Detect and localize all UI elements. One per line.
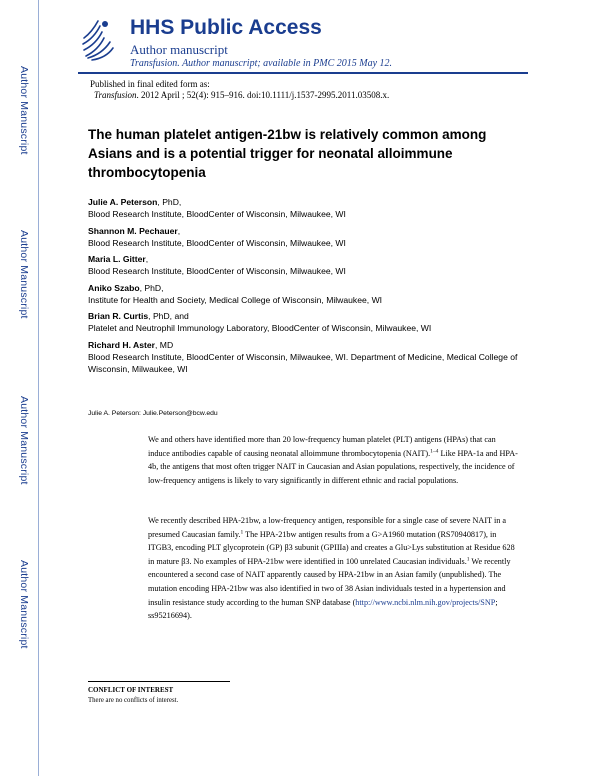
author-entry xyxy=(88,310,528,335)
author-name: Maria L. Gitter xyxy=(88,254,146,264)
author-entry xyxy=(88,253,528,278)
author-entry xyxy=(88,282,528,307)
author-entry xyxy=(88,339,528,376)
author-entry xyxy=(88,196,528,221)
para2-text-d: ; ss95216694). xyxy=(148,597,498,621)
author-degree: , PhD, and xyxy=(148,311,189,321)
author-degree: , PhD, xyxy=(157,197,182,207)
author-name: Shannon M. Pechauer xyxy=(88,225,178,236)
author-affiliation: Blood Research Institute, BloodCenter of Wisconsin, Milwaukee, WI xyxy=(88,209,346,219)
author-degree: , xyxy=(145,254,149,264)
author-affiliation: Institute for Health and Society, Medical College of Wisconsin, Milwaukee, WI xyxy=(88,294,383,305)
hhs-public-access-title: HHS Public Access xyxy=(130,16,322,39)
author-affiliation: Blood Research Institute, BloodCenter of Wisconsin, Milwaukee, WI xyxy=(88,237,346,248)
para2-text-a: We recently described HPA-21bw, a low-frequency antigen, responsible for a single case of severe NAIT in a presumed Caucasian family. xyxy=(148,516,507,539)
published-citation xyxy=(94,90,389,100)
footnote-divider xyxy=(88,681,230,682)
side-label-author-manuscript: Author Manuscript xyxy=(18,230,30,319)
citation-ref: 1–4 xyxy=(430,447,439,454)
citation-ref: 1 xyxy=(466,556,470,563)
author-list xyxy=(88,196,528,380)
author-degree: , PhD, xyxy=(139,282,164,293)
author-name: Aniko Szabo xyxy=(88,282,140,293)
author-affiliation: Platelet and Neutrophil Immunology Laboratory, BloodCenter of Wisconsin, Milwaukee, WI xyxy=(88,323,432,333)
side-divider xyxy=(38,0,39,776)
author-degree: , xyxy=(177,225,181,236)
snp-database-link[interactable]: http://www.ncbi.nlm.nih.gov/projects/SNP xyxy=(355,597,496,607)
corresponding-email: Julie A. Peterson: Julie.Peterson@bcw.edu xyxy=(88,410,218,417)
paper-title: The human platelet antigen-21bw is relatively common among Asians and is a potential trigger for neonatal alloimmune thrombocytopenia xyxy=(88,127,487,180)
availability-text: . Author manuscript; available in PMC 2015 May 12. xyxy=(177,58,393,69)
author-name: Brian R. Curtis xyxy=(88,311,149,321)
journal-name: Transfusion xyxy=(130,58,178,69)
citation-ref: 1 xyxy=(240,528,244,535)
para1-text-b: Like HPA-1a and HPA-4b, the antigens that most often trigger NAIT in Caucasian and Asian populations, respectively, the incidence of low-frequency antigens is likely to vary significantly in different ethnic and racial populations. xyxy=(148,448,518,485)
author-entry xyxy=(88,225,528,250)
author-degree: , MD xyxy=(155,339,174,350)
published-journal: Transfusion xyxy=(94,90,137,100)
hhs-eagle-logo-icon xyxy=(78,12,118,64)
conflict-text: There are no conflicts of interest. xyxy=(88,697,179,704)
citation-details: . 2012 April ; 52(4): 915–916. doi:10.1111/j.1537-2995.2011.03508.x. xyxy=(136,90,390,100)
side-label-author-manuscript: Author Manuscript xyxy=(18,66,30,155)
conflict-heading: CONFLICT OF INTEREST xyxy=(88,686,174,694)
author-affiliation: Blood Research Institute, BloodCenter of Wisconsin, Milwaukee, WI xyxy=(88,266,346,276)
side-label-author-manuscript: Author Manuscript xyxy=(18,396,30,485)
para1-text-a: We and others have identified more than 20 low-frequency human platelet (PLT) antigens (HPAs) that can induce antibodies capable of causing neonatal alloimmune thrombocytopenia (NAIT). xyxy=(148,435,496,458)
side-label-author-manuscript: Author Manuscript xyxy=(18,560,30,649)
published-label: Published in final edited form as: xyxy=(90,79,210,89)
author-name: Julie A. Peterson xyxy=(88,197,158,207)
body-paragraph-2 xyxy=(148,514,518,623)
journal-availability xyxy=(130,58,392,69)
header-divider xyxy=(78,72,528,74)
author-manuscript-subtitle: Author manuscript xyxy=(130,42,228,57)
author-name: Richard H. Aster xyxy=(88,339,156,350)
body-paragraph-1 xyxy=(148,433,518,487)
para2-text-c: We recently encountered a second case of NAIT apparently caused by HPA-21bw in an Asian family (unpublished). The mutation encoding HPA-21bw was also identified in two of 38 Asian individuals tested in a hypertension and insulin resistance study according to the human SNP database ( xyxy=(148,556,511,607)
para2-text-b: The HPA-21bw antigen results from a G>A1960 mutation (RS70940817), in ITGB3, encoding PLT glycoprotein (GP) β3 subunit (GPIIIa) and creates a Glu>Lys substitution at Residue 628 in mature β3. No examples of HPA-21bw were identified in 100 unrelated Caucasian individuals. xyxy=(148,529,515,566)
author-affiliation: Blood Research Institute, BloodCenter of Wisconsin, Milwaukee, WI. Department of Medicine, Medical College of Wisconsin, Milwaukee, WI xyxy=(88,351,518,374)
